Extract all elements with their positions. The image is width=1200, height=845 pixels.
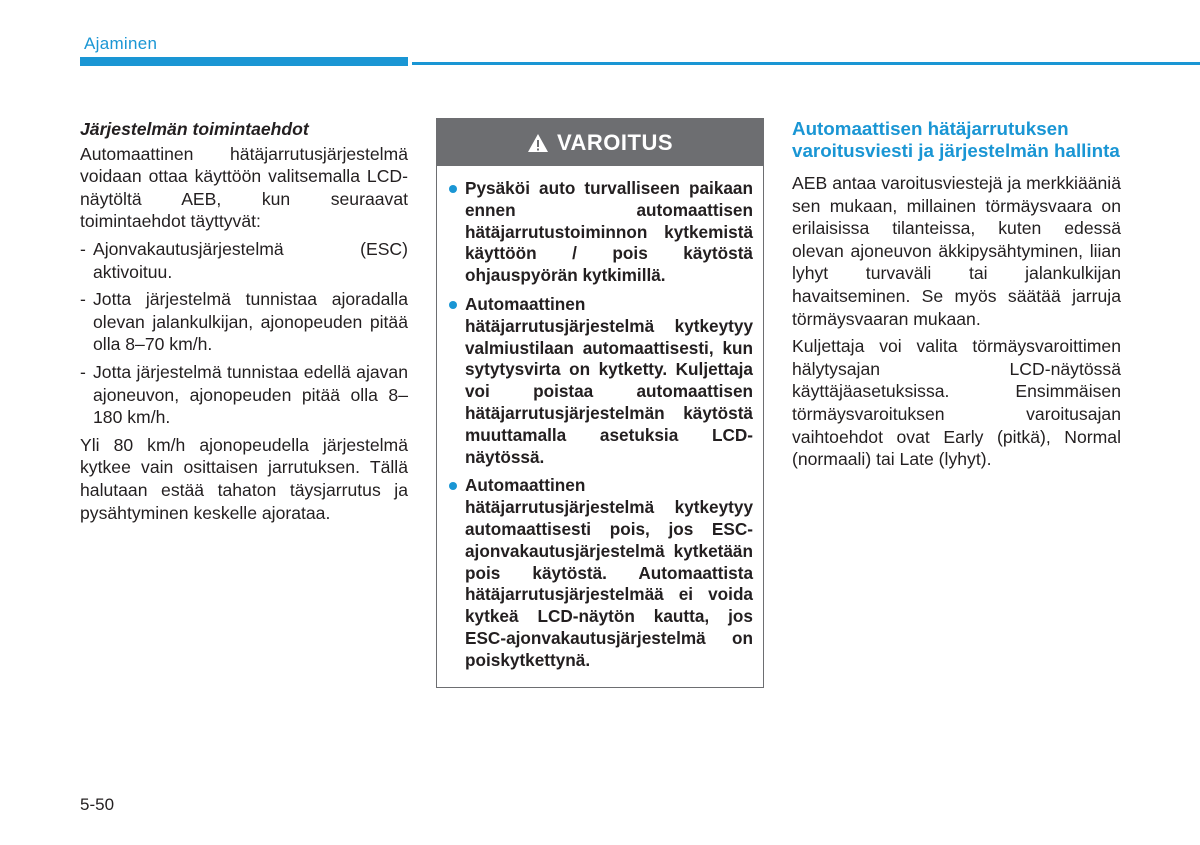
left-column [80, 118, 408, 529]
header-rule-thick [80, 57, 408, 66]
condition-item: - Ajonvakautusjärjestelmä (ESC) aktivoituu. [80, 238, 408, 283]
condition-item: - Jotta järjestelmä tunnistaa ajoradalla olevan jalankulkijan, ajonopeuden pitää olla 8–70 km/h. [80, 288, 408, 356]
warning-list [437, 166, 763, 672]
warning-item [449, 475, 753, 671]
warning-item-text: Automaattinen hätäjarrutusjärjestelmä kytkeytyy automaattisesti pois, jos ESC-ajonvakautusjärjestelmä kytketään pois käytöstä. Automaattista hätäjarrutusjärjestelmää ei voida kytkeä LCD-näytön kautta, jos ESC-ajonvakautusjärjestelmä on poiskytkettynä. [465, 475, 753, 670]
condition-item: - Jotta järjestelmä tunnistaa edellä ajavan ajoneuvon, ajonopeuden pitää olla 8–180 km/h. [80, 361, 408, 429]
warning-triangle-icon [527, 133, 549, 153]
conditions-list [80, 238, 408, 429]
bullet-icon [449, 185, 457, 193]
warning-item [449, 178, 753, 287]
closing-paragraph: Yli 80 km/h ajonopeudella järjestelmä kytkee vain osittaisen jarrutuksen. Tällä halutaan estää tahaton täysjarrutus ja pysähtyminen keskelle ajorataa. [80, 434, 408, 523]
warning-item-text: Automaattinen hätäjarrutusjärjestelmä kytkeytyy valmiustilaan automaattisesti, kun sytytysvirta on kytketty. Kuljettaja voi poistaa automaattisen hätäjarrutusjärjestelmän käytöstä muuttamalla asetuksia LCD-näytössä. [465, 293, 753, 467]
section-label: Ajaminen [84, 34, 158, 53]
warning-header [437, 119, 763, 166]
operating-conditions-heading: Järjestelmän toimintaehdot [80, 119, 309, 139]
warning-box [436, 118, 764, 688]
warning-item-text: Pysäköi auto turvalliseen paikaan ennen automaattisen hätäjarrutustoiminnon kytkemistä käyttöön / pois käytöstä ohjauspyörän kytkimillä. [465, 178, 753, 286]
warning-title: VAROITUS [556, 129, 674, 155]
header-rule-thin [412, 62, 1200, 65]
warning-message-heading: Automaattisen hätäjarrutuksen varoitusviesti ja järjestelmän hallinta [792, 118, 1120, 161]
body-paragraph: AEB antaa varoitusviestejä ja merkkiääniä sen mukaan, millainen törmäysvaara on erilaisissa tilanteissa, kuten edessä olevan ajoneuvon äkkipysähtyminen, liian lyhyt turvaväli tai jalankulkijan havaitseminen. Se myös säätää jarruja törmäysvaaran mukaan. [792, 173, 1121, 329]
bullet-icon [449, 482, 457, 490]
intro-paragraph: Automaattinen hätäjarrutusjärjestelmä voidaan ottaa käyttöön valitsemalla LCD-näytöltä AEB, kun seuraavat toimintaehdot täyttyvät: [80, 143, 408, 232]
warning-item [449, 294, 753, 468]
body-paragraph: Kuljettaja voi valita törmäysvaroittimen hälytysajan LCD-näytössä käyttäjäasetuksissa. Ensimmäisen törmäysvaroituksen varoitusajan vaihtoehdot ovat Early (pitkä), Normal (normaali) tai Late (lyhyt). [792, 336, 1121, 470]
bullet-icon [449, 301, 457, 309]
page-number: 5-50 [80, 795, 115, 814]
right-column [792, 118, 1121, 476]
